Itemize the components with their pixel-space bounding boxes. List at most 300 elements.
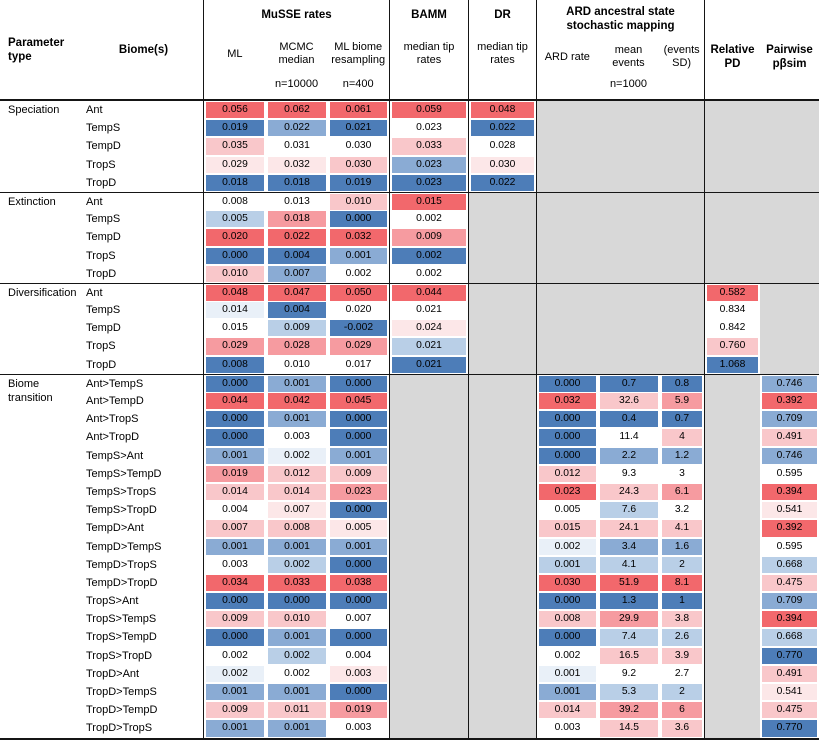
- pairwise-pbsim-cell: [760, 592, 819, 610]
- relative-pd-cell: [705, 501, 760, 519]
- events-sd-cell: [660, 284, 705, 301]
- heatmap-value: 0.002: [268, 666, 326, 682]
- pairwise-pbsim-cell: [760, 483, 819, 501]
- relative-pd-cell: [705, 610, 760, 628]
- biome-label: Ant>TempD: [84, 392, 204, 410]
- ml-biome-resampling-cell: [328, 665, 390, 683]
- param-type-cell: [0, 465, 84, 483]
- biomes-label: Biome(s): [118, 43, 169, 56]
- relative-pd-cell: [705, 301, 760, 319]
- col-header-bamm: [390, 0, 469, 99]
- ml-cell: [204, 719, 266, 737]
- events-sd-cell: [660, 174, 705, 192]
- ard-rate-cell: [537, 337, 598, 355]
- mean-events-cell: [598, 519, 660, 537]
- mean-events-cell: [598, 392, 660, 410]
- heatmap-value: 0.541: [762, 502, 817, 518]
- bamm-median-tip-rates-cell: [390, 665, 469, 683]
- heatmap-value: 0.004: [206, 502, 264, 518]
- heatmap-value: 39.2: [600, 702, 658, 718]
- heatmap-value: 0.001: [206, 448, 264, 464]
- mean-events-cell: [598, 156, 660, 174]
- mean-events-cell: [598, 119, 660, 137]
- mean-events-cell: [598, 701, 660, 719]
- param-type-cell: [0, 574, 84, 592]
- biome-label: TropD>TropS: [84, 719, 204, 737]
- param-type-cell: [0, 592, 84, 610]
- mean-events-cell: [598, 174, 660, 192]
- heatmap-value: 1: [662, 593, 702, 609]
- ard-rate-cell: [537, 210, 598, 228]
- bamm-median-tip-rates-cell: [390, 719, 469, 737]
- heatmap-value: 0.001: [539, 684, 596, 700]
- heatmap-value: 0.021: [392, 302, 466, 318]
- dr-median-tip-rates-cell: [469, 592, 537, 610]
- pairwise-pbsim-cell: [760, 628, 819, 646]
- heatmap-value: 2.7: [662, 666, 702, 682]
- param-type-cell: [0, 701, 84, 719]
- relative-pd-cell: [705, 265, 760, 283]
- biome-label: TempS>Ant: [84, 447, 204, 465]
- dr-median-tip-rates-cell: [469, 574, 537, 592]
- heatmap-value: 0.029: [206, 338, 264, 354]
- mean-events-cell: [598, 592, 660, 610]
- ard-rate-cell: [537, 519, 598, 537]
- ard-n-spacer: [537, 78, 598, 99]
- heatmap-value: 0.003: [539, 720, 596, 736]
- ml-cell: [204, 174, 266, 192]
- ml-biome-resampling-cell: [328, 356, 390, 374]
- heatmap-value: 0.022: [471, 120, 534, 136]
- dr-median-tip-rates-cell: [469, 428, 537, 446]
- heatmap-value: 0.017: [330, 357, 387, 373]
- mcmc-median-cell: [266, 665, 328, 683]
- dr-median-tip-rates-cell: [469, 465, 537, 483]
- dr-median-tip-rates-cell: [469, 501, 537, 519]
- heatmap-value: 0.746: [762, 376, 817, 392]
- param-type-label: Diversification: [8, 286, 77, 299]
- ard-rate-cell: [537, 137, 598, 155]
- heatmap-value: 0.014: [539, 702, 596, 718]
- ard-rate-cell: [537, 301, 598, 319]
- bamm-median-tip-rates-cell: [390, 519, 469, 537]
- heatmap-value: 0.002: [392, 248, 466, 264]
- heatmap-value: 0.000: [539, 429, 596, 445]
- mcmc-median-cell: [266, 647, 328, 665]
- heatmap-value: 0.475: [762, 702, 817, 718]
- param-type-cell: [0, 193, 84, 210]
- events-sd-cell: [660, 337, 705, 355]
- pairwise-pbsim-cell: [760, 519, 819, 537]
- biome-label: Ant: [84, 284, 204, 301]
- mean-events-cell: [598, 447, 660, 465]
- heatmap-value: 8.1: [662, 575, 702, 591]
- mcmc-median-cell: [266, 574, 328, 592]
- heatmap-value: 0.042: [268, 393, 326, 409]
- events-sd-cell: [660, 647, 705, 665]
- ml-cell: [204, 156, 266, 174]
- pairwise-pbsim-cell: [760, 556, 819, 574]
- bamm-median-tip-rates-cell: [390, 375, 469, 392]
- ml-biome-resampling-cell: [328, 247, 390, 265]
- ml-biome-resampling-cell: [328, 319, 390, 337]
- ml-cell: [204, 193, 266, 210]
- heatmap-value: 2.2: [600, 448, 658, 464]
- heatmap-value: 16.5: [600, 648, 658, 664]
- heatmap-value: 7.4: [600, 629, 658, 645]
- biome-label: TropD: [84, 265, 204, 283]
- pairwise-pbsim-cell: [760, 284, 819, 301]
- ml-cell: [204, 592, 266, 610]
- biome-label: Ant>TropS: [84, 410, 204, 428]
- bamm-median-tip-rates-cell: [390, 428, 469, 446]
- ard-mapping-title: ARD ancestral state stochastic mapping: [566, 6, 675, 32]
- mcmc-median-cell: [266, 193, 328, 210]
- table-row: [0, 283, 819, 301]
- ard-rate-cell: [537, 174, 598, 192]
- ml-cell: [204, 119, 266, 137]
- heatmap-value: 51.9: [600, 575, 658, 591]
- bamm-subtitle: median tip rates: [403, 40, 455, 66]
- ml-biome-resampling-cell: [328, 519, 390, 537]
- heatmap-value: 0.004: [268, 302, 326, 318]
- heatmap-value: 0.009: [330, 466, 387, 482]
- heatmap-value: 0.009: [206, 702, 264, 718]
- bamm-median-tip-rates-cell: [390, 465, 469, 483]
- relative-pd-cell: [705, 574, 760, 592]
- heatmap-value: 0.668: [762, 629, 817, 645]
- heatmap-value: 0.002: [392, 266, 466, 282]
- ml-biome-resampling-cell: [328, 447, 390, 465]
- heatmap-value: 0.022: [268, 120, 326, 136]
- dr-median-tip-rates-cell: [469, 193, 537, 210]
- heatmap-value: 0.000: [206, 629, 264, 645]
- heatmap-value: 0.475: [762, 575, 817, 591]
- ml-biome-resampling-cell: [328, 683, 390, 701]
- heatmap-value: 0.030: [539, 575, 596, 591]
- ard-rate-cell: [537, 538, 598, 556]
- heatmap-value: 0.595: [762, 539, 817, 555]
- biome-label: TempS>TropS: [84, 483, 204, 501]
- heatmap-value: 0.8: [662, 376, 702, 392]
- heatmap-value: 0.012: [539, 466, 596, 482]
- heatmap-value: 0.010: [268, 357, 326, 373]
- heatmap-value: 0.020: [330, 302, 387, 318]
- heatmap-value: 9.2: [600, 666, 658, 682]
- heatmap-value: 0.056: [206, 102, 264, 118]
- heatmap-value: 0.000: [206, 429, 264, 445]
- ml-cell: [204, 319, 266, 337]
- table-row: [0, 428, 819, 446]
- heatmap-value: 0.019: [330, 175, 387, 191]
- ml-biome-resampling-cell: [328, 574, 390, 592]
- heatmap-value: 0.394: [762, 611, 817, 627]
- param-type-cell: [0, 101, 84, 119]
- relative-pd-cell: [705, 375, 760, 392]
- mean-events-cell: [598, 228, 660, 246]
- heatmap-value: 0.000: [539, 629, 596, 645]
- table-row: [0, 174, 819, 192]
- bamm-median-tip-rates-cell: [390, 119, 469, 137]
- ml-cell: [204, 247, 266, 265]
- table-row: [0, 501, 819, 519]
- bamm-median-tip-rates-cell: [390, 193, 469, 210]
- biome-label: TropD: [84, 174, 204, 192]
- ard-rate-cell: [537, 701, 598, 719]
- dr-median-tip-rates-cell: [469, 610, 537, 628]
- mcmc-median-cell: [266, 465, 328, 483]
- mean-events-cell: [598, 210, 660, 228]
- events-sd-cell: [660, 483, 705, 501]
- heatmap-value: 0.029: [330, 338, 387, 354]
- heatmap-value: 0.029: [206, 157, 264, 173]
- bamm-median-tip-rates-cell: [390, 247, 469, 265]
- ml-cell: [204, 392, 266, 410]
- heatmap-value: 0.022: [471, 175, 534, 191]
- relative-pd-cell: [705, 519, 760, 537]
- heatmap-value: 0.028: [471, 138, 534, 154]
- musse-subheaders: [204, 30, 389, 78]
- heatmap-value: 2: [662, 684, 702, 700]
- heatmap-value: 0.059: [392, 102, 466, 118]
- param-type-cell: [0, 265, 84, 283]
- dr-median-tip-rates-cell: [469, 337, 537, 355]
- mean-events-cell: [598, 610, 660, 628]
- dr-median-tip-rates-cell: [469, 447, 537, 465]
- heatmap-value: 0.001: [268, 539, 326, 555]
- pairwise-pbsim-cell: [760, 665, 819, 683]
- heatmap-value: 5.3: [600, 684, 658, 700]
- heatmap-value: 0.541: [762, 684, 817, 700]
- biome-label: TempD>TropD: [84, 574, 204, 592]
- bamm-median-tip-rates-cell: [390, 628, 469, 646]
- heatmap-value: 0.003: [330, 720, 387, 736]
- heatmap-value: 0.001: [268, 684, 326, 700]
- ml-cell: [204, 101, 266, 119]
- ard-rate-cell: [537, 592, 598, 610]
- table-row: [0, 337, 819, 355]
- table-row: [0, 101, 819, 119]
- ard-rate-cell: [537, 356, 598, 374]
- events-sd-cell: [660, 301, 705, 319]
- table-row: [0, 137, 819, 155]
- dr-median-tip-rates-cell: [469, 719, 537, 737]
- heatmap-value: 0.000: [206, 411, 264, 427]
- heatmap-value: 0.4: [600, 411, 658, 427]
- dr-median-tip-rates-cell: [469, 284, 537, 301]
- pairwise-pbsim-cell: [760, 356, 819, 374]
- table-row: [0, 319, 819, 337]
- heatmap-value: 0.002: [392, 211, 466, 227]
- heatmap-value: -0.002: [330, 320, 387, 336]
- events-sd-cell: [660, 137, 705, 155]
- relative-pd-cell: [705, 392, 760, 410]
- heatmap-value: 0.002: [268, 648, 326, 664]
- mcmc-median-cell: [266, 701, 328, 719]
- pairwise-pbsim-label: Pairwise pβsim: [766, 43, 813, 70]
- heatmap-value: 0.394: [762, 484, 817, 500]
- heatmap-value: 0.000: [330, 629, 387, 645]
- heatmap-value: 0.001: [268, 411, 326, 427]
- heatmap-value: 0.007: [268, 502, 326, 518]
- heatmap-value: 0.000: [268, 593, 326, 609]
- heatmap-value: 7.6: [600, 502, 658, 518]
- ard-rate-cell: [537, 683, 598, 701]
- heatmap-value: 0.038: [330, 575, 387, 591]
- biome-label: TempD: [84, 137, 204, 155]
- heatmap-value: 0.842: [707, 320, 758, 336]
- pairwise-pbsim-cell: [760, 156, 819, 174]
- ard-rate-cell: [537, 647, 598, 665]
- heatmap-value: 0.023: [392, 157, 466, 173]
- ml-biome-resampling-cell: [328, 119, 390, 137]
- relative-pd-cell: [705, 701, 760, 719]
- heatmap-value: 0.709: [762, 411, 817, 427]
- heatmap-value: 2: [662, 557, 702, 573]
- heatmap-value: 3.6: [662, 720, 702, 736]
- dr-median-tip-rates-cell: [469, 556, 537, 574]
- events-sd-cell: [660, 156, 705, 174]
- mcmc-median-cell: [266, 101, 328, 119]
- dr-median-tip-rates-cell: [469, 665, 537, 683]
- pairwise-pbsim-cell: [760, 375, 819, 392]
- table-body: [0, 101, 819, 740]
- ml-biome-resampling-cell: [328, 284, 390, 301]
- heatmap-value: 0.000: [206, 248, 264, 264]
- biome-label: TempS>TropD: [84, 501, 204, 519]
- heatmap-value: 0.028: [268, 338, 326, 354]
- dr-median-tip-rates-cell: [469, 356, 537, 374]
- mean-events-cell: [598, 465, 660, 483]
- ml-cell: [204, 137, 266, 155]
- bamm-median-tip-rates-cell: [390, 284, 469, 301]
- mean-events-cell: [598, 247, 660, 265]
- mcmc-median-cell: [266, 556, 328, 574]
- mcmc-median-cell: [266, 719, 328, 737]
- table-row: [0, 447, 819, 465]
- table-row: [0, 156, 819, 174]
- events-sd-cell: [660, 101, 705, 119]
- heatmap-value: 0.062: [268, 102, 326, 118]
- ard-rate-cell: [537, 501, 598, 519]
- heatmap-value: 6.1: [662, 484, 702, 500]
- param-type-cell: [0, 628, 84, 646]
- param-type-cell: [0, 375, 84, 404]
- biome-label: TropD>Ant: [84, 665, 204, 683]
- table-row: [0, 719, 819, 737]
- dr-median-tip-rates-cell: [469, 392, 537, 410]
- heatmap-value: 3: [662, 466, 702, 482]
- relative-pd-cell: [705, 228, 760, 246]
- ard-rate-cell: [537, 556, 598, 574]
- heatmap-value: 0.022: [268, 229, 326, 245]
- relative-pd-cell: [705, 210, 760, 228]
- pairwise-pbsim-cell: [760, 337, 819, 355]
- relative-pd-cell: [705, 156, 760, 174]
- events-sd-cell: [660, 193, 705, 210]
- events-sd-cell: [660, 228, 705, 246]
- heatmap-value: 0.001: [268, 720, 326, 736]
- ard-rate-cell: [537, 447, 598, 465]
- bamm-median-tip-rates-cell: [390, 301, 469, 319]
- ard-rate-cell: [537, 483, 598, 501]
- heatmap-value: 0.008: [268, 520, 326, 536]
- mcmc-median-cell: [266, 392, 328, 410]
- ard-n-row: [537, 78, 704, 99]
- ml-biome-resampling-cell: [328, 610, 390, 628]
- table-row: [0, 592, 819, 610]
- heatmap-value: 32.6: [600, 393, 658, 409]
- mean-events-cell: [598, 665, 660, 683]
- pairwise-pbsim-cell: [760, 228, 819, 246]
- mcmc-median-cell: [266, 284, 328, 301]
- heatmap-value: 0.668: [762, 557, 817, 573]
- events-sd-cell: [660, 538, 705, 556]
- heatmap-value: 0.061: [330, 102, 387, 118]
- param-type-cell: [0, 119, 84, 137]
- heatmap-value: 0.770: [762, 720, 817, 736]
- biome-label: TropS: [84, 337, 204, 355]
- heatmap-value: 4: [662, 429, 702, 445]
- heatmap-value: 3.8: [662, 611, 702, 627]
- heatmap-value: 0.023: [330, 484, 387, 500]
- heatmap-value: 0.023: [539, 484, 596, 500]
- bamm-median-tip-rates-cell: [390, 356, 469, 374]
- pairwise-pbsim-cell: [760, 137, 819, 155]
- heatmap-value: 0.709: [762, 593, 817, 609]
- ml-biome-resampling-cell: [328, 647, 390, 665]
- resampling-n-label: n=400: [342, 78, 374, 90]
- events-sd-cell: [660, 465, 705, 483]
- pairwise-pbsim-cell: [760, 210, 819, 228]
- dr-subtitle: median tip rates: [477, 40, 528, 66]
- heatmap-value: 0.760: [707, 338, 758, 354]
- heatmap-value: 0.001: [330, 248, 387, 264]
- param-type-cell: [0, 228, 84, 246]
- parameter-type-label: Parameter type: [8, 36, 65, 63]
- heatmap-value: 0.031: [268, 138, 326, 154]
- heatmap-value: 0.002: [206, 648, 264, 664]
- pairwise-pbsim-cell: [760, 193, 819, 210]
- ml-biome-resampling-cell: [328, 228, 390, 246]
- heatmap-value: 0.007: [268, 266, 326, 282]
- ml-biome-resampling-cell: [328, 174, 390, 192]
- relative-pd-cell: [705, 556, 760, 574]
- events-sd-cell: [660, 610, 705, 628]
- heatmap-value: 0.000: [539, 376, 596, 392]
- biome-label: TropS>TropD: [84, 647, 204, 665]
- biome-label: TropS: [84, 247, 204, 265]
- relative-pd-cell: [705, 174, 760, 192]
- heatmap-value: 0.009: [206, 611, 264, 627]
- heatmap-value: 0.001: [330, 539, 387, 555]
- events-sd-cell: [660, 701, 705, 719]
- mean-events-cell: [598, 301, 660, 319]
- mcmc-median-cell: [266, 375, 328, 392]
- mean-events-cell: [598, 337, 660, 355]
- ard-subheaders: [537, 36, 704, 78]
- heatmap-value: 0.004: [330, 648, 387, 664]
- bamm-median-tip-rates-cell: [390, 701, 469, 719]
- table-row: [0, 574, 819, 592]
- mcmc-median-cell: [266, 447, 328, 465]
- heatmap-value: 0.044: [392, 285, 466, 301]
- col-header-relative-pd: [705, 0, 760, 99]
- events-sd-cell: [660, 265, 705, 283]
- bamm-median-tip-rates-cell: [390, 483, 469, 501]
- ml-cell: [204, 483, 266, 501]
- param-type-cell: [0, 538, 84, 556]
